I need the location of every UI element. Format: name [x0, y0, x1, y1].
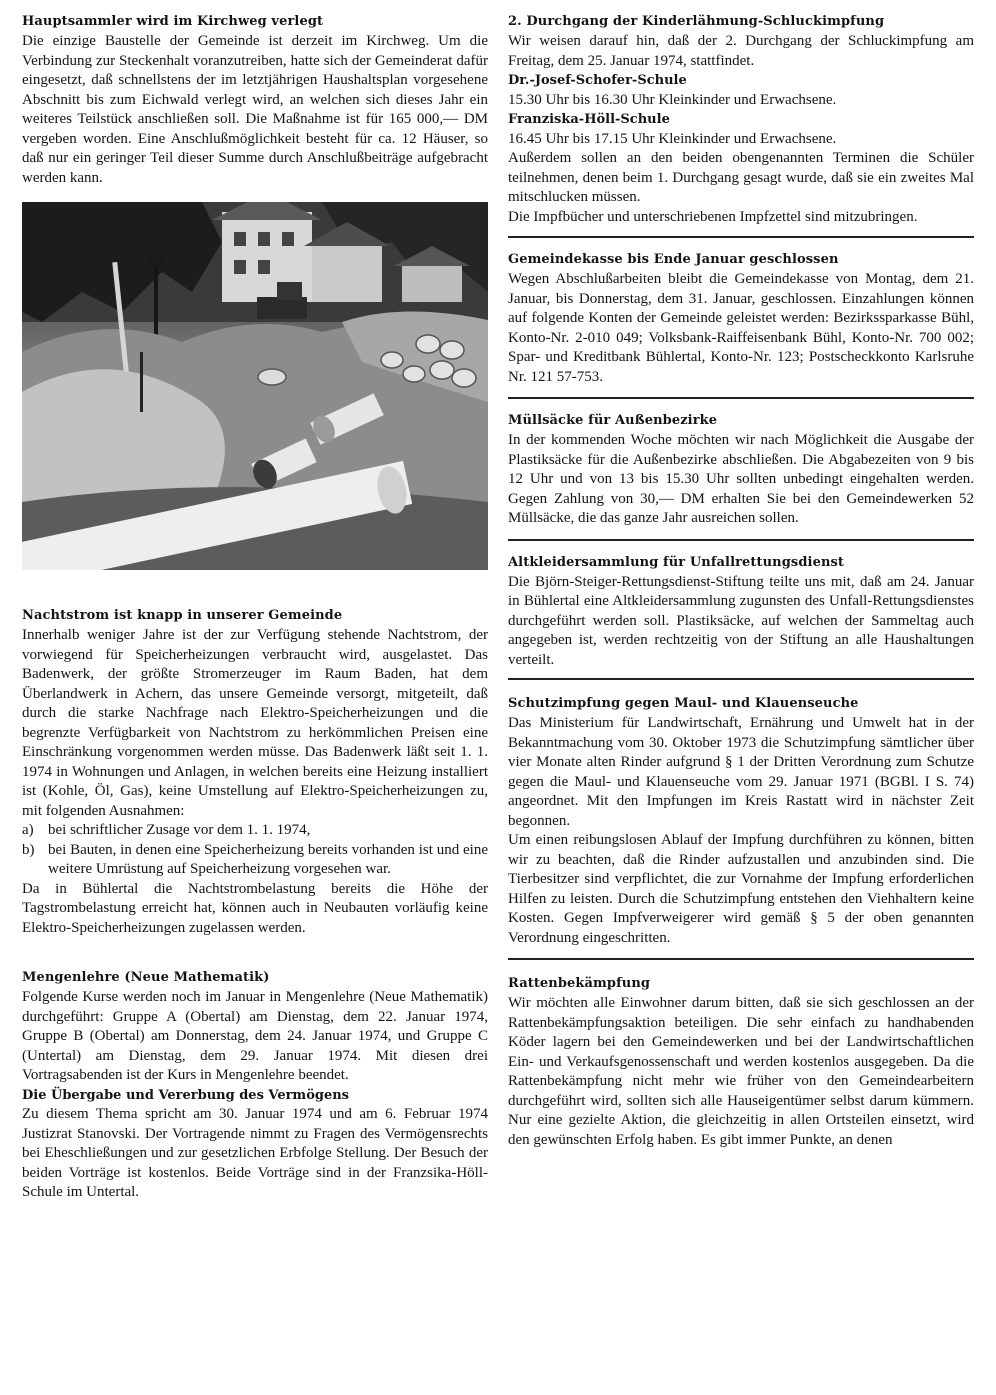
list-marker: a) — [22, 822, 34, 838]
schedule-line: 16.45 Uhr bis 17.15 Uhr Kleinkinder und Erwachsene. — [508, 130, 837, 147]
article-title: 2. Durchgang der Kinderlähmung-Schluckimpfung — [508, 14, 885, 29]
article-title: Schutzimpfung gegen Maul- und Klauenseuche — [508, 696, 859, 711]
article-altkleider — [508, 555, 974, 671]
article-body: Wir möchten alle Einwohner darum bitten, daß sie sich geschlossen an der Rattenbekämpfungsaktion beteiligen. Die sehr einfach zu handhabenden Köder lagern bei den Gemeindewerken und bei der Landwirtschaftlichen Ein- und Verkaufsgenossenschaft und werden kostenlos ausgegeben. Da die Rattenbekämpfung nicht mehr wie früher von den Gemeindearbeitern durchgeführt wird, sollten sich alle Hauseigentümer selbst darum kümmern. Nur eine gezielte Aktion, die gleichzeitig in allen Ortsteilen einsetzt, wird den gewünschten Erfolg haben. Es gibt immer Punkte, an denen — [508, 995, 974, 1148]
article-subtitle: Die Übergabe und Vererbung des Vermögens — [22, 1087, 349, 1103]
article-body: Zu diesem Thema spricht am 30. Januar 1974 und am 6. Februar 1974 Justizrat Stanovski. Der Vortragende nimmt zu Fragen des Vermögensrechts bei Eheschließungen und zur gesetzlichen Erbfolge Stellung. Der Besuch der beiden Vorträge ist kostenlos. Beide Vorträge sind in der Franzsika-Höll-Schule im Untertal. — [22, 1106, 488, 1200]
article-body: Um einen reibungslosen Ablauf der Impfung durchführen zu können, bitten wir zu beachten, daß die Rinder aufzustallen und anzubinden sind. Die Tierbesitzer sind verpflichtet, die zur Vornahme der Impfung erforderlichen Hilfen zu leisten. Durch die Schutzimpfung entstehen den Viehhaltern keine Kosten. Gegen Impfverweigerer wird gemäß § 5 der oben genannten Verordnung eingeschritten. — [508, 832, 974, 946]
exceptions-list — [22, 821, 488, 880]
article-title: Hauptsammler wird im Kirchweg verlegt — [22, 14, 324, 29]
school-name: Dr.-Josef-Schofer-Schule — [508, 73, 687, 88]
right-column — [508, 14, 974, 1150]
article-body: Die Björn-Steiger-Rettungsdienst-Stiftung teilte uns mit, daß am 24. Januar in Bühlertal eine Altkleidersammlung zugunsten des Unfall-Rettungsdienstes durchgeführt werden soll. Plastiksäcke, auf welchen der Sammeltag auch angegeben ist, werden rechtzeitig von der Stiftung an alle Haushaltungen verteilt. — [508, 573, 974, 668]
list-text: bei schriftlicher Zusage vor dem 1. 1. 1974, — [48, 822, 311, 838]
article-body: Die Impfbücher und unterschriebenen Impfzettel sind mitzubringen. — [508, 208, 918, 225]
article-title: Müllsäcke für Außenbezirke — [508, 413, 718, 428]
left-column — [22, 14, 488, 1203]
article-title: Gemeindekasse bis Ende Januar geschlossen — [508, 252, 839, 267]
article-body: Folgende Kurse werden noch im Januar in Mengenlehre (Neue Mathematik) durchgeführt: Gruppe A (Obertal) am Dienstag, dem 22. Januar 1974, Gruppe B (Obertal) am Donnerstag, dem 24. Januar 1974, und Gruppe C (Untertal) am Dienstag, dem 29. Januar 1974. Mit diesen drei Vortragsabenden ist der Kurs in Mengenlehre beendet. — [22, 989, 488, 1083]
list-marker: b) — [22, 841, 35, 858]
article-hauptsammler — [22, 14, 488, 188]
article-body: In der kommenden Woche möchten wir nach Möglichkeit die Ausgabe der Plastiksäcke für die Außenbezirke abschließen. Die Abgabezeiten von 9 bis 12 Uhr und von 13 bis 15.30 Uhr sollten unbedingt eingehalten werden. Gegen Zahlung von 30,— DM erhalten Sie bei den Gemeindewerken 52 Müllsäcke, die das ganze Jahr ausreichen sollen. — [508, 432, 974, 526]
article-title: Mengenlehre (Neue Mathematik) — [22, 970, 270, 985]
article-mengenlehre — [22, 970, 488, 1203]
article-title: Rattenbekämpfung — [508, 976, 651, 991]
article-body: Wir weisen darauf hin, daß der 2. Durchgang der Schluckimpfung am Freitag, dem 25. Januar 1974, stattfindet. — [508, 33, 974, 69]
article-body: Die einzige Baustelle der Gemeinde ist derzeit im Kirchweg. Um die Verbindung zur Steckenhalt voranzutreiben, hatte sich der Gemeinderat dafür eingesetzt, daß schnellstens der im letztjährigen Haushaltsplan vorgesehene Abschnitt bis zum Eichwald verlegt wird, an welchen sich dieses Jahr ein weiteres Teilstück anschließen soll. Die Maßnahme ist für 165 000,— DM vergeben worden. Eine Anschlußmöglichkeit besteht für ca. 12 Häuser, so daß nur ein geringer Teil dieser Summe durch Anschlußbeiträge aufgebracht werden kann. — [22, 33, 488, 186]
article-gemeindekasse — [508, 252, 974, 387]
article-rattenbekaempfung — [508, 976, 974, 1150]
school-name: Franziska-Höll-Schule — [508, 112, 670, 127]
construction-photo — [22, 202, 488, 570]
article-muellsaecke — [508, 413, 974, 529]
construction-photo-illustration — [22, 202, 488, 570]
article-body: Innerhalb weniger Jahre ist der zur Verfügung stehende Nachtstrom, der vorwiegend für Speicherheizungen verbraucht wird, ausgelastet. Das Badenwerk, der größte Stromerzeuger im Raum Baden, hat dem Überlandwerk in Achern, das unsere Gemeinde versorgt, mitgeteilt, daß durch die starke Nachfrage nach Elektro-Speicherheizungen und die begrenzte Verfügbarkeit von Nachtstrom zu herkömmlichen Preisen eine Einschränkung vorgenommen werden müsse. Das Badenwerk läßt seit 1. 1. 1974 in Wohnungen und Anlagen, in welchen bereits eine Heizung installiert ist (Kohle, Öl, Gas), keine Umstellung auf Elektro-Speicherheizungen zu, mit folgenden Ausnahmen: — [22, 627, 488, 819]
article-schluckimpfung — [508, 14, 974, 227]
article-title: Nachtstrom ist knapp in unserer Gemeinde — [22, 608, 343, 623]
list-item — [22, 821, 488, 841]
article-body: Wegen Abschlußarbeiten bleibt die Gemeindekasse von Montag, dem 21. Januar, bis Donnerstag, dem 31. Januar, geschlossen. Einzahlungen können auf folgende Konten der Gemeinde geleistet werden: Bezirkssparkasse Bühl, Konto-Nr. 2-010 049; Volksbank-Raiffeisenbank Bühl, Konto-Nr. 700 002; Spar- und Kreditbank Bühlertal, Konto-Nr. 123; Postscheckkonto Karlsruhe Nr. 121 57-753. — [508, 271, 974, 385]
article-body: Da in Bühlertal die Nachtstrombelastung bereits die Höhe der Tagstrombelastung erreicht hat, können auch in Neubauten vorläufig keine Elektro-Speicherheizungen zugelassen werden. — [22, 880, 488, 936]
article-body: Außerdem sollen an den beiden obengenannten Terminen die Schüler teilnehmen, denen beim 1. Durchgang gesagt wurde, daß sie ein zweites Mal mitschlucken müssen. — [508, 150, 974, 205]
article-nachtstrom — [22, 608, 488, 938]
article-maulseuche — [508, 696, 974, 948]
article-title: Altkleidersammlung für Unfallrettungsdienst — [508, 554, 845, 570]
schedule-line: 15.30 Uhr bis 16.30 Uhr Kleinkinder und Erwachsene. — [508, 91, 837, 108]
list-text: bei Bauten, in denen eine Speicherheizung bereits vorhanden ist und eine weitere Umrüstung auf Speicherheizung vorgesehen war. — [48, 841, 488, 877]
list-item — [22, 841, 488, 880]
article-body: Das Ministerium für Landwirtschaft, Ernährung und Umwelt hat in der Bekanntmachung vom 30. Oktober 1973 die Schutzimpfung sämtlicher über vier Monate alten Rinder aufgrund § 1 der Dritten Verordnung zum Schutze gegen die Maul- und Klauenseuche vom 29. Januar 1971 (BGBl. I S. 74) angeordnet. Mit den Impfungen im Kreis Rastatt wird in nächster Zeit begonnen. — [508, 715, 974, 829]
